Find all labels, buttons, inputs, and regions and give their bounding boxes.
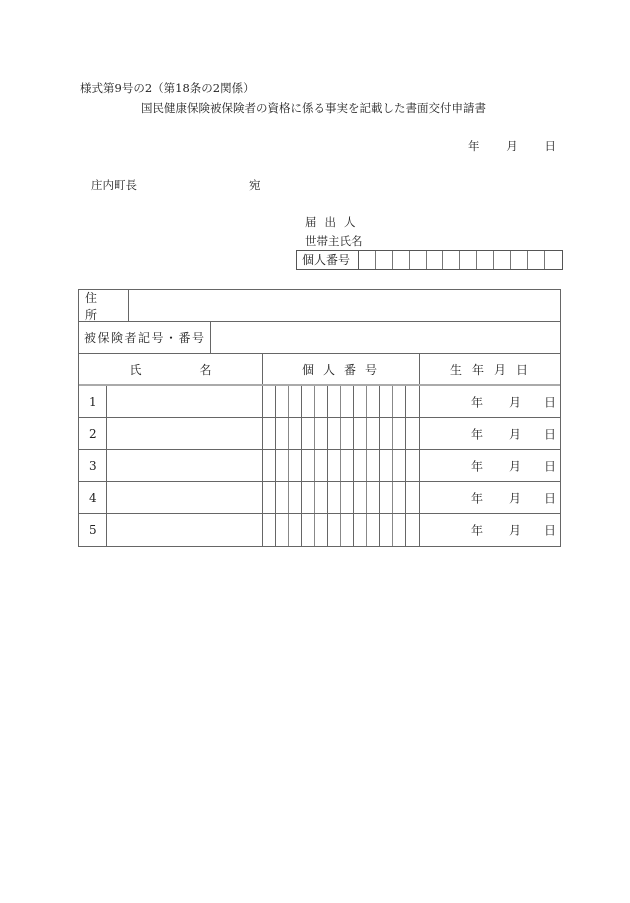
- year-label: 年: [471, 427, 484, 441]
- year-label: 年: [471, 459, 484, 473]
- row-index: 5: [79, 514, 107, 546]
- addressee-suffix: 宛: [249, 178, 261, 192]
- my-number-field[interactable]: [263, 418, 420, 449]
- name-header: [79, 354, 263, 384]
- row-index: 2: [79, 418, 107, 449]
- name-field[interactable]: [107, 482, 263, 513]
- year-label: 年: [471, 523, 484, 538]
- my-number-digit-field[interactable]: [393, 251, 410, 269]
- table-row: [79, 386, 560, 418]
- my-number-digit-field[interactable]: [460, 251, 477, 269]
- date-day: 日: [544, 139, 556, 153]
- householder-name-label: 世帯主氏名: [305, 234, 363, 248]
- my-number-digit-field[interactable]: [511, 251, 528, 269]
- name-field[interactable]: [107, 514, 263, 546]
- submission-date[interactable]: [468, 138, 556, 154]
- year-label: 年: [471, 395, 484, 409]
- name-header-family: 氏: [129, 362, 142, 377]
- my-number-field[interactable]: [263, 450, 420, 481]
- my-number-digit-field[interactable]: [528, 251, 545, 269]
- my-number-field[interactable]: [263, 514, 420, 546]
- my-number-digit-field[interactable]: [427, 251, 444, 269]
- my-number-digit-field[interactable]: [410, 251, 427, 269]
- birthdate-field[interactable]: [420, 514, 560, 546]
- my-number-field[interactable]: [263, 386, 420, 417]
- birthdate-field[interactable]: [420, 386, 560, 417]
- name-field[interactable]: [107, 418, 263, 449]
- insured-persons-table: [78, 289, 561, 547]
- birthdate-field[interactable]: [420, 450, 560, 481]
- table-row: [79, 514, 560, 546]
- insured-number-field[interactable]: [211, 322, 560, 353]
- table-row: [79, 418, 560, 450]
- day-label: 日: [544, 459, 557, 473]
- my-number-field[interactable]: [263, 482, 420, 513]
- day-label: 日: [544, 523, 557, 538]
- birthdate-header: 生年月日: [449, 362, 538, 377]
- applicant-label: 届出人: [305, 215, 364, 229]
- day-label: 日: [544, 427, 557, 441]
- month-label: 月: [509, 491, 522, 505]
- year-label: 年: [471, 491, 484, 505]
- insured-number-row: [79, 322, 560, 354]
- row-index: 1: [79, 386, 107, 417]
- address-field[interactable]: [129, 290, 560, 321]
- day-label: 日: [544, 395, 557, 409]
- month-label: 月: [509, 523, 522, 538]
- birthdate-field[interactable]: [420, 418, 560, 449]
- month-label: 月: [509, 459, 522, 473]
- table-header-row: [79, 354, 560, 386]
- my-number-digit-field[interactable]: [494, 251, 511, 269]
- row-index: 3: [79, 450, 107, 481]
- month-label: 月: [509, 427, 522, 441]
- birthdate-field[interactable]: [420, 482, 560, 513]
- name-field[interactable]: [107, 450, 263, 481]
- row-index: 4: [79, 482, 107, 513]
- my-number-digit-field[interactable]: [359, 251, 376, 269]
- form-title: 国民健康保険被保険者の資格に係る事実を記載した書面交付申請書: [141, 101, 486, 115]
- table-row: [79, 450, 560, 482]
- table-row: [79, 482, 560, 514]
- my-number-digit-field[interactable]: [477, 251, 494, 269]
- date-year: 年: [468, 139, 480, 153]
- insured-number-label: 被保険者記号・番号: [79, 322, 211, 353]
- date-month: 月: [506, 139, 518, 153]
- my-number-digit-field[interactable]: [545, 251, 562, 269]
- addressee-name: 庄内町長: [91, 178, 137, 192]
- address-label: 住 所: [79, 290, 129, 321]
- my-number-label: 個人番号: [297, 251, 359, 269]
- address-row: [79, 290, 560, 322]
- day-label: 日: [544, 491, 557, 505]
- householder-my-number-box: [296, 250, 563, 270]
- my-number-digit-field[interactable]: [443, 251, 460, 269]
- my-number-header: 個人番号: [263, 354, 420, 384]
- my-number-digit-field[interactable]: [376, 251, 393, 269]
- name-field[interactable]: [107, 386, 263, 417]
- month-label: 月: [509, 395, 522, 409]
- form-number: 様式第9号の2（第18条の2関係）: [80, 81, 255, 95]
- name-header-given: 名: [199, 362, 212, 377]
